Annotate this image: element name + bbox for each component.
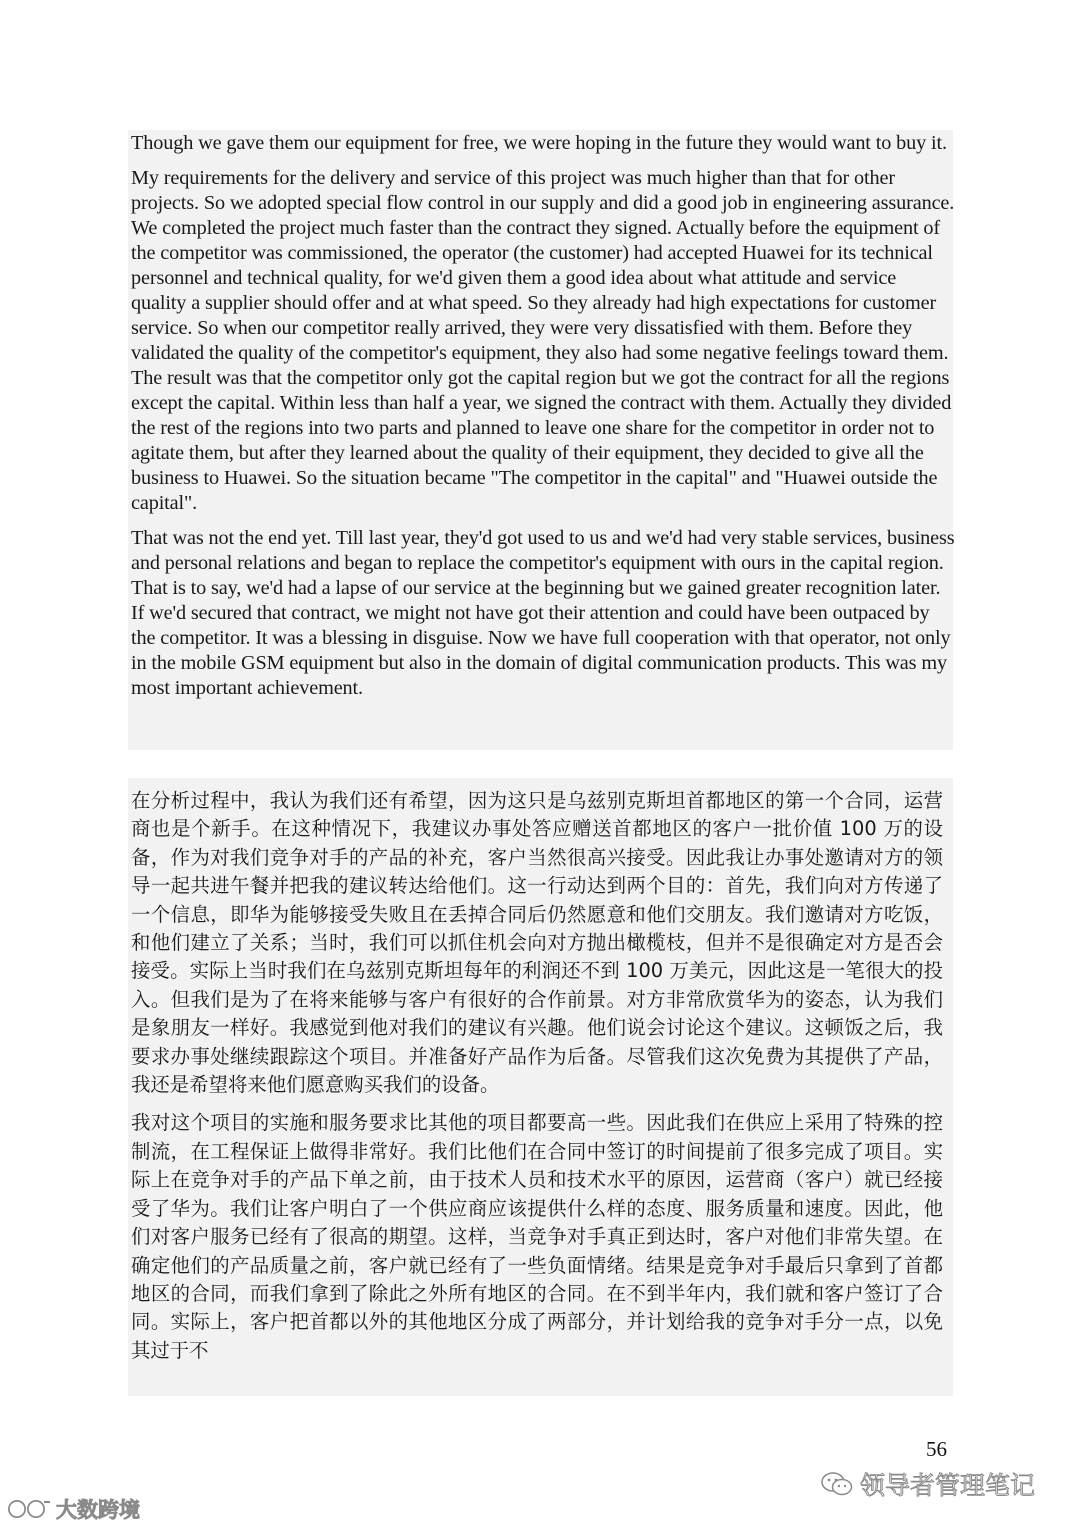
chinese-paragraph-2: 我对这个项目的实施和服务要求比其他的项目都要高一些。因此我们在供应上采用了特殊的控制流，在工程保证上做得非常好。我们比他们在合同中签订的时间提前了很多完成了项目。实际上在竞争对手的产品下单之前，由于技术人员和技术水平的原因，运营商（客户）就已经接受了华为。我们让客户明白了一个供应商应该提供什么样的态度、服务质量和速度。因此，他们对客户服务已经有了很高的期望。这样，当竞争对手真正到达时，客户对他们非常失望。在确定他们的产品质量之前，客户就已经有了一些负面情绪。结果是竞争对手最后只拿到了首都地区的合同，而我们拿到了除此之外所有地区的合同。在不到半年内，我们就和客户签订了合同。实际上，客户把首都以外的其他地区分成了两部分，并计划给我的竞争对手分一点，以免其过于不 bbox=[131, 1111, 943, 1362]
english-paragraph-1: Though we gave them our equipment for free, we were hoping in the future they would want to buy it. bbox=[131, 132, 947, 154]
watermark-left-text: 大数跨境 bbox=[56, 1498, 140, 1522]
wechat-icon bbox=[820, 1470, 854, 1498]
page-number: 56 bbox=[926, 1437, 947, 1461]
watermark-right bbox=[820, 1466, 1035, 1502]
watermark-right-text: 领导者管理笔记 bbox=[860, 1471, 1036, 1500]
english-paragraph-2: My requirements for the delivery and service of this project was much higher than that for other projects. So we adopted special flow control in our supply and did a good job in engineering assurance. We completed the project much faster than the contract they signed. Actually before the equipment of the competitor was commissioned, the operator (the customer) had accepted Huawei for its technical personnel and technical quality, for we'd given them a good idea about what attitude and service quality a supplier should offer and at what speed. So they already had high expectations for customer service. So when our competitor really arrived, they were very dissatisfied with them. Before they validated the quality of the competitor's equipment, they also had some negative feelings toward them. The result was that the competitor only got the capital region but we got the contract for all the regions except the capital. Within less than half a year, we signed the contract with them. Actually they divided the rest of the regions into two parts and planned to leave one share for the competitor in order not to agitate them, but after they learned about the quality of their equipment, they decided to give all the business to Huawei. So the situation became "The competitor in the capital" and "Huawei outside the capital". bbox=[131, 167, 955, 514]
english-paragraph-3: That was not the end yet. Till last year, they'd got used to us and we'd had very stable services, business and personal relations and began to replace the competitor's equipment with ours in the capital region. That is to say, we'd had a lapse of our service at the beginning but we gained greater recognition later. If we'd secured that contract, we might not have got their attention and could have been outpaced by the competitor. It was a blessing in disguise. Now we have full cooperation with that operator, not only in the mobile GSM equipment but also in the domain of digital communication products. This was my most important achievement. bbox=[131, 527, 955, 699]
chinese-paragraph-1: 在分析过程中，我认为我们还有希望，因为这只是乌兹别克斯坦首都地区的第一个合同，运营商也是个新手。在这种情况下，我建议办事处答应赠送首都地区的客户一批价值 100 万的设备，作为对我们竞争对手的产品的补充，客户当然很高兴接受。因此我让办事处邀请对方的领导一起共进午餐并把我的建议转达给他们。这一行动达到两个目的：首先，我们向对方传递了一个信息，即华为能够接受失败且在丢掉合同后仍然愿意和他们交朋友。我们邀请对方吃饭，和他们建立了关系；当时，我们可以抓住机会向对方抛出橄榄枝，但并不是很确定对方是否会接受。实际上当时我们在乌兹别克斯坦每年的利润还不到 100 万美元，因此这是一笔很大的投入。但我们是为了在将来能够与客户有很好的合作前景。对方非常欣赏华为的姿态，认为我们是象朋友一样好。我感觉到他对我们的建议有兴趣。他们说会讨论这个建议。这顿饭之后，我要求办事处继续跟踪这个项目。并准备好产品作为后备。尽管我们这次免费为其提供了产品，我还是希望将来他们愿意购买我们的设备。 bbox=[131, 789, 943, 1097]
english-section bbox=[131, 131, 955, 711]
watermark-left bbox=[6, 1494, 140, 1524]
logo-icon bbox=[6, 1498, 52, 1520]
chinese-section bbox=[131, 787, 943, 1375]
